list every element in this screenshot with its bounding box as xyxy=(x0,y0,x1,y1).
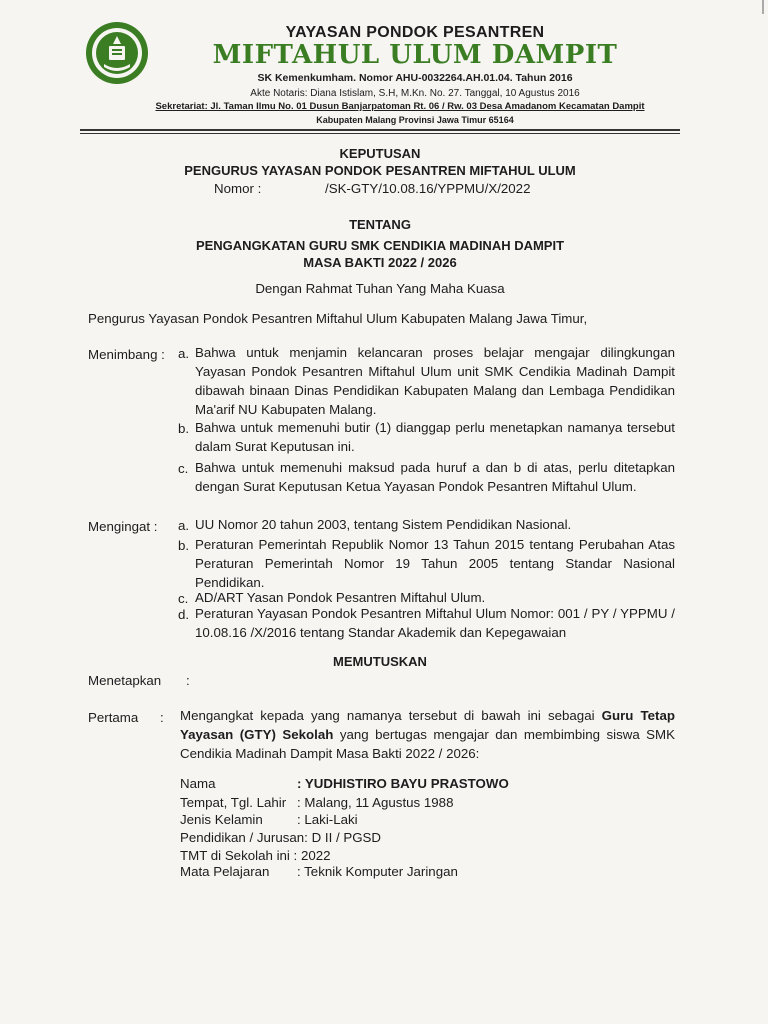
subject-line-2: MASA BAKTI 2022 / 2026 xyxy=(303,255,457,270)
menimbang-label: Menimbang : xyxy=(88,347,165,362)
tentang-heading: TENTANG xyxy=(349,217,411,232)
page-edge-mark xyxy=(762,0,764,14)
pertama-text-post: yang bertugas mengajar dan membimbing siswa SMK Cendikia Madinah Dampit Masa Bakti 2022 / 2026: xyxy=(180,727,675,761)
doc-title: KEPUTUSAN xyxy=(339,146,421,161)
pertama-text-pre: Mengangkat kepada yang namanya tersebut di bawah ini sebagai xyxy=(180,708,602,723)
menimbang-marker-a: a. xyxy=(178,346,190,361)
pertama-colon: : xyxy=(160,710,164,725)
pertama-text xyxy=(180,706,675,763)
menetapkan-label: Menetapkan xyxy=(88,673,162,688)
intro-line: Pengurus Yayasan Pondok Pesantren Miftahul Ulum Kabupaten Malang Jawa Timur, xyxy=(88,311,588,326)
ttl-label: Tempat, Tgl. Lahir xyxy=(180,795,287,810)
jenis-kelamin-label: Jenis Kelamin xyxy=(180,812,263,827)
nama-label: Nama xyxy=(180,776,216,791)
mengingat-marker-d: d. xyxy=(178,607,190,622)
menimbang-item-b: Bahwa untuk memenuhi butir (1) dianggap perlu menetapkan namanya tersebut dalam Surat Keputusan ini. xyxy=(195,420,675,454)
letterhead-akte: Akte Notaris: Diana Istislam, S.H, M.Kn. No. 27. Tanggal, 10 Agustus 2016 xyxy=(250,88,580,99)
menimbang-item-a: Bahwa untuk menjamin kelancaran proses belajar mengajar dilingkungan Yayasan Pondok Pesantren Miftahul Ulum unit SMK Cendikia Madinah Dampit dibawah binaan Dinas Pendidikan Kabupaten Malang dan Lembaga Pendidikan Ma'arif NU Kabupaten Malang. xyxy=(195,345,675,417)
nomor-label: Nomor : xyxy=(214,181,262,196)
subject-line-1: PENGANGKATAN GURU SMK CENDIKIA MADINAH DAMPIT xyxy=(195,238,565,253)
tmt-line: TMT di Sekolah ini : 2022 xyxy=(180,848,331,863)
mengingat-item-d: Peraturan Yayasan Pondok Pesantren Miftahul Ulum Nomor: 001 / PY / YPPMU / 10.08.16 /X/2016 tentang Standar Akademik dan Kepegawaian xyxy=(195,606,675,640)
doc-issuer: PENGURUS YAYASAN PONDOK PESANTREN MIFTAHUL ULUM xyxy=(184,163,576,178)
letterhead-org-name: MIFTAHUL ULUM DAMPIT xyxy=(212,40,618,70)
nomor-value: /SK-GTY/10.08.16/YPPMU/X/2022 xyxy=(325,181,531,196)
menimbang-marker-b: b. xyxy=(178,421,190,436)
rahmat-line: Dengan Rahmat Tuhan Yang Maha Kuasa xyxy=(255,281,505,296)
menetapkan-colon: : xyxy=(186,673,190,688)
pertama-text-bold: Guru Tetap Yayasan (GTY) Sekolah xyxy=(180,708,675,742)
mengingat-item-b: Peraturan Pemerintah Republik Nomor 13 Tahun 2015 tentang Perubahan Atas Peraturan Pemerintah Nomor 19 Tahun 2005 tentang Standar Nasional Pendidikan. xyxy=(195,537,675,590)
mapel-value: : Teknik Komputer Jaringan xyxy=(297,864,458,879)
mengingat-item-c: AD/ART Yasan Pondok Pesantren Miftahul Ulum. xyxy=(195,590,486,605)
letterhead-address: Sekretariat: Jl. Taman Ilmu No. 01 Dusun Banjarpatoman Rt. 06 / Rw. 03 Desa Amadanom Kecamatan Dampit xyxy=(155,101,645,112)
mengingat-label: Mengingat : xyxy=(88,519,158,534)
jenis-kelamin-value: : Laki-Laki xyxy=(297,812,358,827)
menimbang-marker-c: c. xyxy=(178,461,189,476)
ttl-value: : Malang, 11 Agustus 1988 xyxy=(297,795,454,810)
mengingat-marker-c: c. xyxy=(178,591,189,606)
letterhead-line-1: YAYASAN PONDOK PESANTREN xyxy=(285,24,545,41)
letterhead-region: Kabupaten Malang Provinsi Jawa Timur 65164 xyxy=(316,115,514,125)
nama-value: : YUDHISTIRO BAYU PRASTOWO xyxy=(297,776,509,791)
mengingat-item-a: UU Nomor 20 tahun 2003, tentang Sistem Pendidikan Nasional. xyxy=(195,517,572,532)
pertama-label: Pertama xyxy=(88,710,139,725)
mengingat-marker-b: b. xyxy=(178,538,190,553)
yayasan-logo-icon xyxy=(84,20,150,86)
letterhead-sk: SK Kemenkumham. Nomor AHU-0032264.AH.01.04. Tahun 2016 xyxy=(257,72,573,84)
letterhead-rule xyxy=(80,129,680,131)
mengingat-marker-a: a. xyxy=(178,518,190,533)
menimbang-item-c: Bahwa untuk memenuhi maksud pada huruf a dan b di atas, perlu ditetapkan dengan Surat Keputusan Ketua Yayasan Pondok Pesantren Miftahul Ulum. xyxy=(195,460,675,494)
memutuskan-heading: MEMUTUSKAN xyxy=(333,654,427,669)
mapel-label: Mata Pelajaran xyxy=(180,864,270,879)
pendidikan-line: Pendidikan / Jurusan: D II / PGSD xyxy=(180,830,382,845)
letterhead-rule-thin xyxy=(80,133,680,134)
